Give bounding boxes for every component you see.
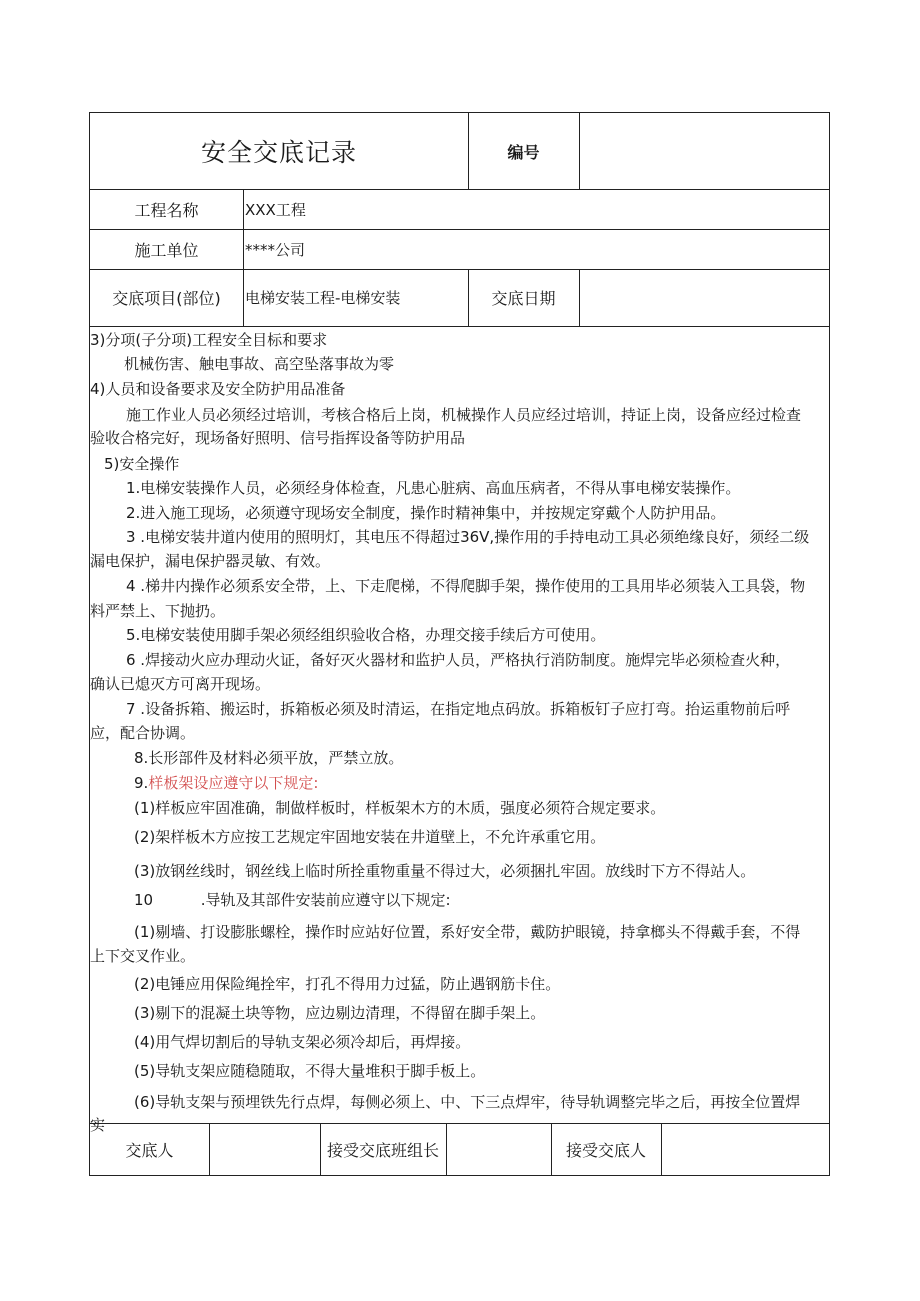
briefing-item-label: 交底项目(部位) bbox=[112, 289, 221, 308]
content-line: (1)剔墙、打设膨胀螺栓，操作时应站好位置，系好安全带，戴防护眼镜，持拿榔头不得戴手套，不得 bbox=[134, 923, 801, 941]
content-line: 5.电梯安装使用脚手架必须经组织验收合格，办理交接手续后方可使用。 bbox=[126, 626, 606, 644]
content-line: (6)导轨支架与预埋铁先行点焊，每侧必须上、中、下三点焊牢，待导轨调整完毕之后，再按全位置焊 bbox=[134, 1093, 801, 1111]
receiver-field[interactable] bbox=[661, 1123, 829, 1176]
briefing-date-label: 交底日期 bbox=[491, 289, 556, 308]
content-line: 确认已熄灭方可离开现场。 bbox=[90, 675, 271, 693]
content-line: 8.长形部件及材料必须平放，严禁立放。 bbox=[134, 749, 404, 767]
content-line: (4)用气焊切割后的导轨支架必须冷却后，再焊接。 bbox=[134, 1033, 471, 1051]
content-line: 实 bbox=[90, 1116, 106, 1134]
content-line: (3)剔下的混凝土块等物，应边剔边清理，不得留在脚手架上。 bbox=[134, 1004, 546, 1022]
content-line: 6 .焊接动火应办理动火证，备好灭火器材和监护人员，严格执行消防制度。施焊完毕必须检查火种， bbox=[126, 651, 791, 669]
content-line bbox=[134, 773, 873, 793]
briefing-content bbox=[90, 327, 829, 1134]
content-line: 上下交叉作业。 bbox=[90, 947, 196, 965]
team-leader-field[interactable] bbox=[446, 1123, 551, 1176]
presenter-label: 交底人 bbox=[125, 1141, 174, 1160]
content-line: (2)架样板木方应按工艺规定牢固地安装在井道壁上，不允许承重它用。 bbox=[134, 828, 606, 846]
content-line: (1)样板应牢固准确，制做样板时，样板架木方的木质，强度必须符合规定要求。 bbox=[134, 799, 666, 817]
briefing-date-field[interactable] bbox=[579, 269, 829, 326]
highlighted-heading: 样板架设应遵守以下规定: bbox=[148, 774, 319, 792]
content-line: 7 .设备拆箱、搬运时，拆箱板必须及时清运，在指定地点码放。拆箱板钉子应打弯。抬运重物前后呼 bbox=[126, 700, 791, 718]
project-name-label: 工程名称 bbox=[134, 200, 199, 220]
content-line: 料严禁上、下抛扔。 bbox=[90, 602, 226, 620]
content-line: (5)导轨支架应随稳随取，不得大量堆积于脚手板上。 bbox=[134, 1062, 486, 1080]
receiver-label: 接受交底人 bbox=[565, 1141, 646, 1160]
content-line: 4)人员和设备要求及安全防护用品准备 bbox=[90, 380, 346, 398]
contractor-field[interactable]: ****公司 bbox=[245, 240, 306, 259]
page-title: 安全交底记录 bbox=[200, 138, 357, 167]
content-line: 验收合格完好，现场备好照明、信号指挥设备等防护用品 bbox=[90, 429, 466, 447]
briefing-item-field[interactable]: 电梯安装工程-电梯安装 bbox=[245, 289, 401, 307]
content-line: (3)放钢丝线时，钢丝线上临时所拴重物重量不得过大，必须捆扎牢固。放线时下方不得站人。 bbox=[134, 862, 756, 880]
content-line: 漏电保护，漏电保护器灵敏、有效。 bbox=[90, 552, 331, 570]
content-line: 应，配合协调。 bbox=[90, 724, 196, 742]
number-label: 编号 bbox=[507, 142, 540, 162]
content-line: 5)安全操作 bbox=[104, 455, 180, 473]
content-line: 3 .电梯安装井道内使用的照明灯，其电压不得超过36V,操作用的手持电动工具必须绝缘良好，须经二级 bbox=[126, 528, 810, 546]
content-line: 4 .梯井内操作必须系安全带，上、下走爬梯，不得爬脚手架，操作使用的工具用毕必须装入工具袋，物 bbox=[126, 577, 806, 595]
contractor-label: 施工单位 bbox=[134, 240, 199, 260]
content-line: 3)分项(子分项)工程安全目标和要求 bbox=[90, 331, 328, 349]
content-line: 施工作业人员必须经过培训，考核合格后上岗，机械操作人员应经过培训，持证上岗，设备应经过检查 bbox=[126, 406, 802, 424]
number-field[interactable] bbox=[579, 113, 829, 189]
presenter-field[interactable] bbox=[209, 1123, 320, 1176]
content-line: 1.电梯安装操作人员，必须经身体检查，凡患心脏病、高血压病者，不得从事电梯安装操作。 bbox=[126, 479, 741, 497]
content-line: 机械伤害、触电事故、高空坠落事故为零 bbox=[124, 355, 395, 373]
content-line: (2)电锤应用保险绳拴牢，打孔不得用力过猛，防止遇钢筋卡住。 bbox=[134, 975, 561, 993]
safety-briefing-form bbox=[89, 112, 830, 1176]
team-leader-label: 接受交底班组长 bbox=[326, 1141, 439, 1160]
item-number: 9. bbox=[134, 774, 149, 792]
project-name-field[interactable]: XXX工程 bbox=[245, 200, 306, 219]
content-line: 10 .导轨及其部件安装前应遵守以下规定: bbox=[134, 891, 451, 909]
content-line: 2.进入施工现场，必须遵守现场安全制度，操作时精神集中，并按规定穿戴个人防护用品。 bbox=[126, 504, 726, 522]
